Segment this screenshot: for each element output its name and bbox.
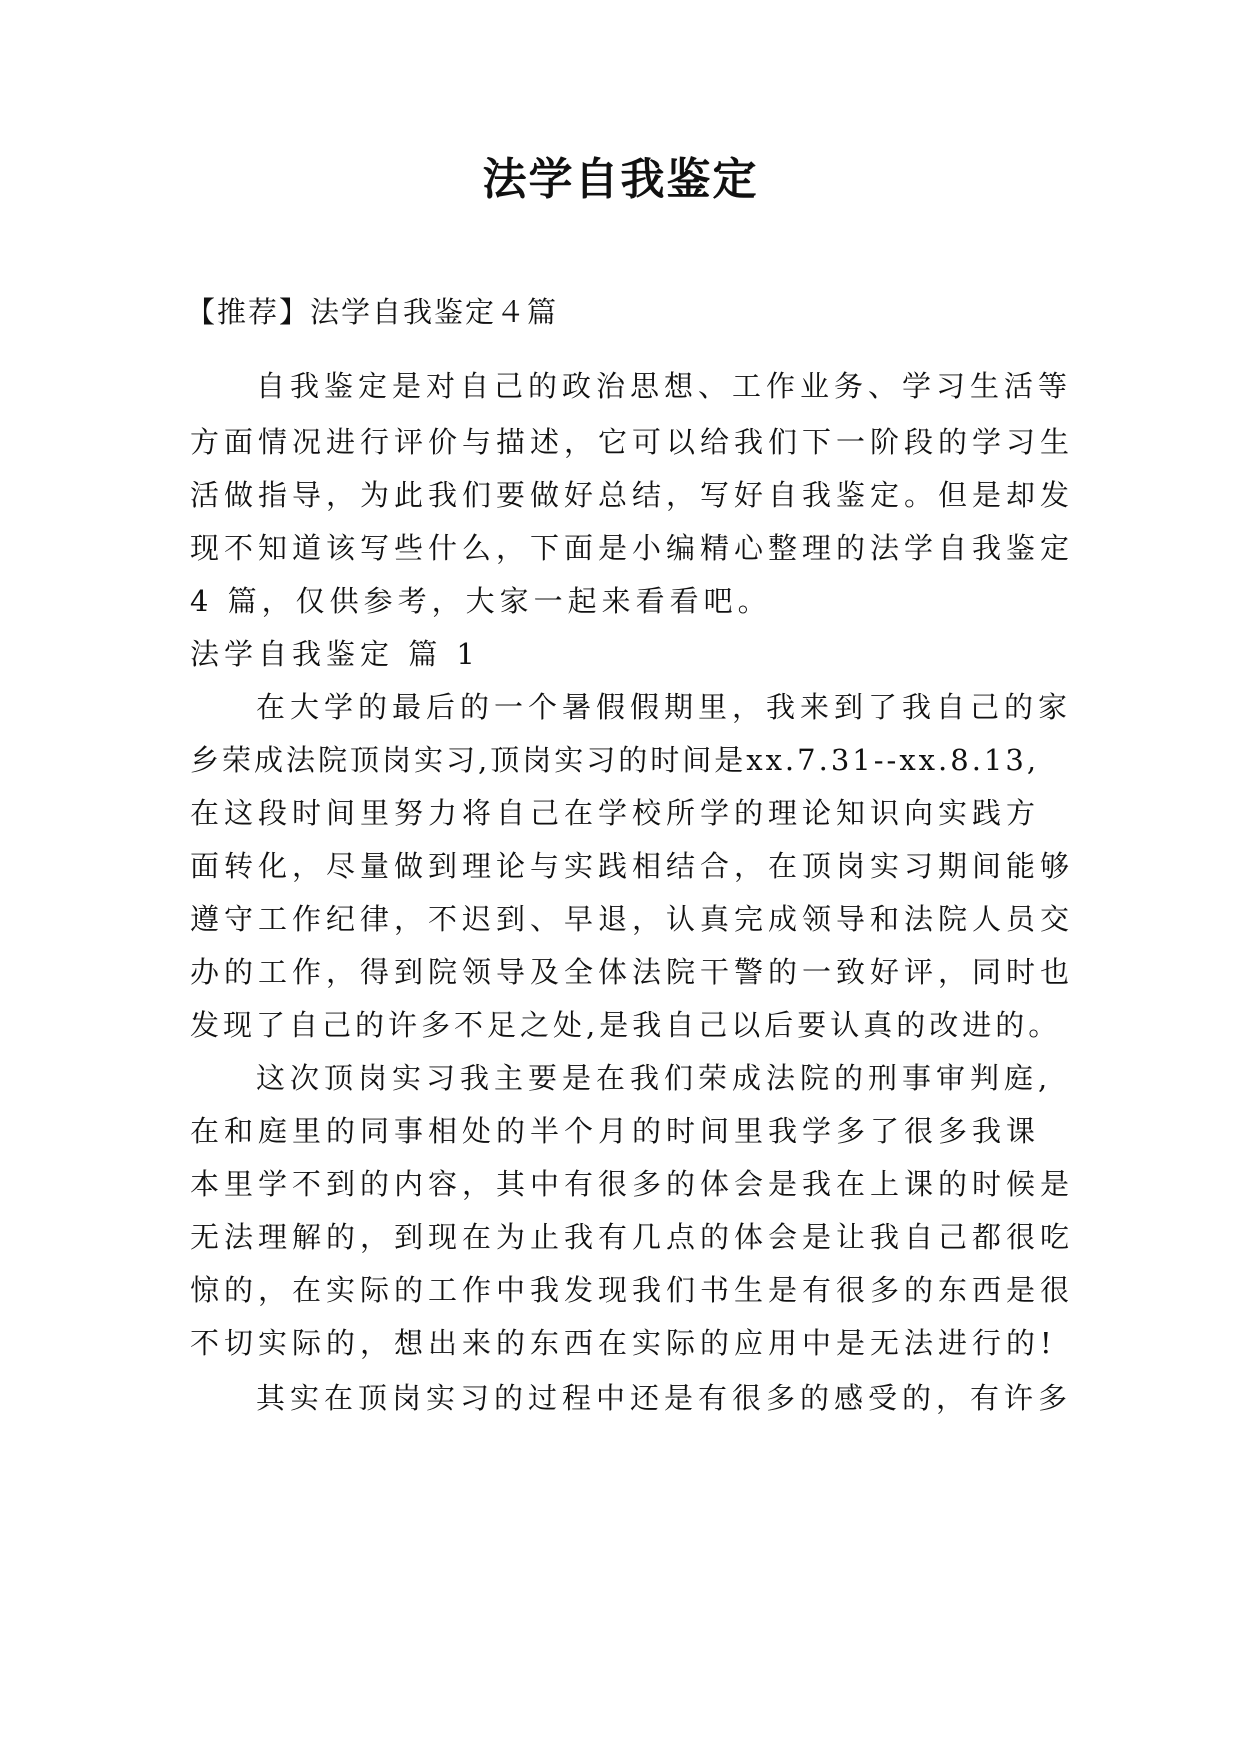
body-line: 4 篇，仅供参考，大家一起来看看吧。 (190, 584, 772, 618)
body-line: 无法理解的，到现在为止我有几点的体会是让我自己都很吃 (190, 1220, 1075, 1254)
body-line: 办的工作，得到院领导及全体法院干警的一致好评，同时也 (190, 955, 1075, 989)
body-line: 乡荣成法院顶岗实习,顶岗实习的时间是xx.7.31--xx.8.13, (190, 743, 1040, 777)
body-line: 发现了自己的许多不足之处,是我自己以后要认真的改进的。 (190, 1008, 1062, 1042)
body-line: 其实在顶岗实习的过程中还是有很多的感受的，有许多 (256, 1381, 1073, 1415)
body-line: 自我鉴定是对自己的政治思想、工作业务、学习生活等 (256, 369, 1073, 403)
body-line: 不切实际的，想出来的东西在实际的应用中是无法进行的! (190, 1326, 1057, 1360)
body-line: 这次顶岗实习我主要是在我们荣成法院的刑事审判庭, (256, 1061, 1053, 1095)
section-heading: 法学自我鉴定 篇 1 (190, 637, 480, 671)
body-line: 在和庭里的同事相处的半个月的时间里我学多了很多我课 (190, 1114, 1041, 1148)
body-line: 本里学不到的内容，其中有很多的体会是我在上课的时候是 (190, 1167, 1075, 1201)
body-line: 惊的，在实际的工作中我发现我们书生是有很多的东西是很 (190, 1273, 1075, 1307)
body-line: 遵守工作纪律，不迟到、早退，认真完成领导和法院人员交 (190, 902, 1075, 936)
body-line: 在大学的最后的一个暑假假期里，我来到了我自己的家 (256, 690, 1073, 724)
document-subtitle: 【推荐】法学自我鉴定４篇 (186, 295, 559, 329)
body-line: 面转化，尽量做到理论与实践相结合，在顶岗实习期间能够 (190, 849, 1075, 883)
body-line: 方面情况进行评价与描述，它可以给我们下一阶段的学习生 (190, 425, 1075, 459)
body-line: 现不知道该写些什么，下面是小编精心整理的法学自我鉴定 (190, 531, 1075, 565)
body-line: 活做指导，为此我们要做好总结，写好自我鉴定。但是却发 (190, 478, 1075, 512)
body-line: 在这段时间里努力将自己在学校所学的理论知识向实践方 (190, 796, 1041, 830)
document-title: 法学自我鉴定 (482, 154, 759, 205)
